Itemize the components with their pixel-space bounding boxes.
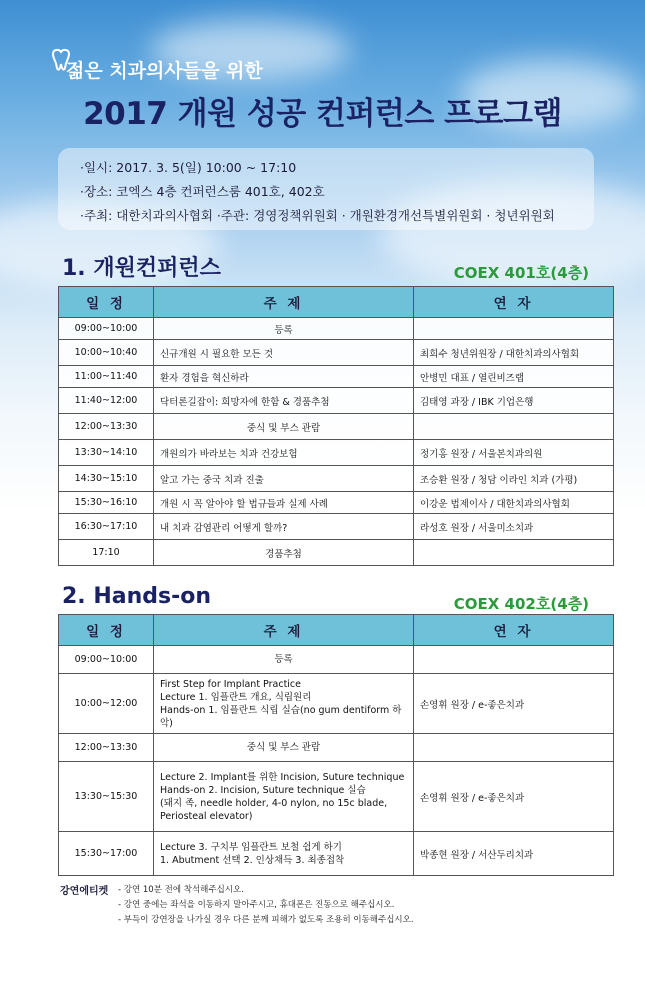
topic-cell: 내 치과 감염관리 어떻게 할까? xyxy=(154,514,414,540)
time-cell: 17:10 xyxy=(59,540,154,566)
etiquette-item: - 강연 10분 전에 착석해주십시오. xyxy=(118,885,244,895)
table-row xyxy=(59,734,614,762)
topic-line: Lecture 3. 구치부 임플란트 보철 쉽게 하기 xyxy=(160,841,342,853)
topic-cell: 경품추첨 xyxy=(154,540,414,566)
topic-cell xyxy=(154,646,414,674)
section1-venue: COEX 401호(4층) xyxy=(453,264,589,282)
header-time: 일 정 xyxy=(59,615,154,646)
time-cell: 13:30~15:30 xyxy=(59,762,154,832)
time-cell: 15:30~17:00 xyxy=(59,832,154,876)
table-row xyxy=(59,414,614,440)
table-row xyxy=(59,832,614,876)
topic-cell xyxy=(154,832,414,876)
table-row xyxy=(59,366,614,388)
time-cell: 09:00~10:00 xyxy=(59,318,154,340)
speaker-cell: 이강운 법제이사 / 대한치과의사협회 xyxy=(414,492,614,514)
time-cell: 12:00~13:30 xyxy=(59,414,154,440)
topic-line: Lecture 1. 임플란트 개요, 식립원리 xyxy=(160,691,312,703)
topic-cell: 닥터론길잡이: 희망자에 한함 & 경품추첨 xyxy=(154,388,414,414)
page-title: 2017 개원 성공 컨퍼런스 프로그램 xyxy=(83,96,562,132)
topic-line: 1. Abutment 선택 2. 인상채득 3. 최종접착 xyxy=(160,854,345,866)
header-time: 일 정 xyxy=(59,287,154,318)
table-row xyxy=(59,492,614,514)
speaker-cell: 정기홍 원장 / 서울본치과의원 xyxy=(414,440,614,466)
subtitle: 젊은 치과의사들을 위한 xyxy=(66,60,263,82)
topic-cell: 신규개원 시 필요한 모든 것 xyxy=(154,340,414,366)
topic-cell xyxy=(154,762,414,832)
speaker-cell xyxy=(414,318,614,340)
info-place: ·장소: 코엑스 4층 컨퍼런스룸 401호, 402호 xyxy=(80,184,325,199)
header-speaker: 연 자 xyxy=(414,615,614,646)
topic-line: Hands-on 2. Incision, Suture technique 실습 xyxy=(160,784,366,796)
speaker-cell: 김태영 과장 / IBK 기업은행 xyxy=(414,388,614,414)
table-row xyxy=(59,440,614,466)
time-cell: 11:00~11:40 xyxy=(59,366,154,388)
speaker-cell xyxy=(414,734,614,762)
table-row xyxy=(59,540,614,566)
table-row xyxy=(59,674,614,734)
section2-title: 2. Hands-on xyxy=(62,584,211,609)
table-row xyxy=(59,646,614,674)
speaker-cell: 손영휘 원장 / e-좋은치과 xyxy=(414,762,614,832)
time-cell: 15:30~16:10 xyxy=(59,492,154,514)
speaker-cell xyxy=(414,414,614,440)
table-row xyxy=(59,514,614,540)
etiquette-item: - 강연 중에는 좌석을 이동하지 말아주시고, 휴대폰은 진동으로 해주십시오. xyxy=(118,900,395,910)
topic-line: First Step for Implant Practice xyxy=(160,678,302,690)
section1-table xyxy=(58,286,614,566)
time-cell: 11:40~12:00 xyxy=(59,388,154,414)
topic-cell: 등록 xyxy=(154,318,414,340)
topic-line: Hands-on 1. 임플란트 식립 실습(no gum dentiform 하악) xyxy=(160,704,402,729)
section2-venue: COEX 402호(4층) xyxy=(453,595,589,613)
time-cell: 10:00~10:40 xyxy=(59,340,154,366)
topic-cell: 중식 및 부스 관람 xyxy=(154,414,414,440)
speaker-cell: 최희수 청년위원장 / 대한치과의사협회 xyxy=(414,340,614,366)
etiquette-item: - 부득이 강연장을 나가실 경우 다른 분께 피해가 없도록 조용히 이동해주십시오. xyxy=(118,915,414,925)
table-row xyxy=(59,340,614,366)
time-cell: 13:30~14:10 xyxy=(59,440,154,466)
speaker-cell: 박종현 원장 / 서산두리치과 xyxy=(414,832,614,876)
topic-line: (돼지 족, needle holder, 4-0 nylon, no 15c blade, xyxy=(160,797,388,809)
speaker-cell xyxy=(414,540,614,566)
topic-line: Periosteal elevator) xyxy=(160,810,253,822)
speaker-cell xyxy=(414,646,614,674)
header-topic: 주 제 xyxy=(154,615,414,646)
topic-line: 중식 및 부스 관람 xyxy=(246,742,321,753)
time-cell: 09:00~10:00 xyxy=(59,646,154,674)
topic-cell: 환자 경험을 혁신하라 xyxy=(154,366,414,388)
topic-cell: 개원 시 꼭 알아야 할 법규들과 실제 사례 xyxy=(154,492,414,514)
topic-cell xyxy=(154,674,414,734)
header-speaker: 연 자 xyxy=(414,287,614,318)
topic-cell xyxy=(154,734,414,762)
table-row xyxy=(59,762,614,832)
header-topic: 주 제 xyxy=(154,287,414,318)
speaker-cell: 손영휘 원장 / e-좋은치과 xyxy=(414,674,614,734)
time-cell: 10:00~12:00 xyxy=(59,674,154,734)
table-row xyxy=(59,466,614,492)
table-row xyxy=(59,318,614,340)
topic-line: Lecture 2. Implant를 위한 Incision, Suture technique xyxy=(160,771,405,783)
time-cell: 12:00~13:30 xyxy=(59,734,154,762)
info-date: ·일시: 2017. 3. 5(일) 10:00 ~ 17:10 xyxy=(80,160,297,175)
speaker-cell: 조승환 원장 / 청담 이라인 치과 (가평) xyxy=(414,466,614,492)
time-cell: 14:30~15:10 xyxy=(59,466,154,492)
time-cell: 16:30~17:10 xyxy=(59,514,154,540)
speaker-cell: 라성호 원장 / 서울미소치과 xyxy=(414,514,614,540)
topic-line: 등록 xyxy=(274,654,293,665)
topic-cell: 개원의가 바라보는 치과 건강보험 xyxy=(154,440,414,466)
topic-cell: 알고 가는 중국 치과 진출 xyxy=(154,466,414,492)
speaker-cell: 안병민 대표 / 열린비즈랩 xyxy=(414,366,614,388)
info-host: ·주최: 대한치과의사협회 ·주관: 경영정책위원회 · 개원환경개선특별위원회 · 청년위원회 xyxy=(80,208,555,223)
section1-title: 1. 개원컨퍼런스 xyxy=(62,256,221,281)
table-row xyxy=(59,388,614,414)
section2-table xyxy=(58,614,614,876)
etiquette-label: 강연에티켓 xyxy=(60,886,109,897)
